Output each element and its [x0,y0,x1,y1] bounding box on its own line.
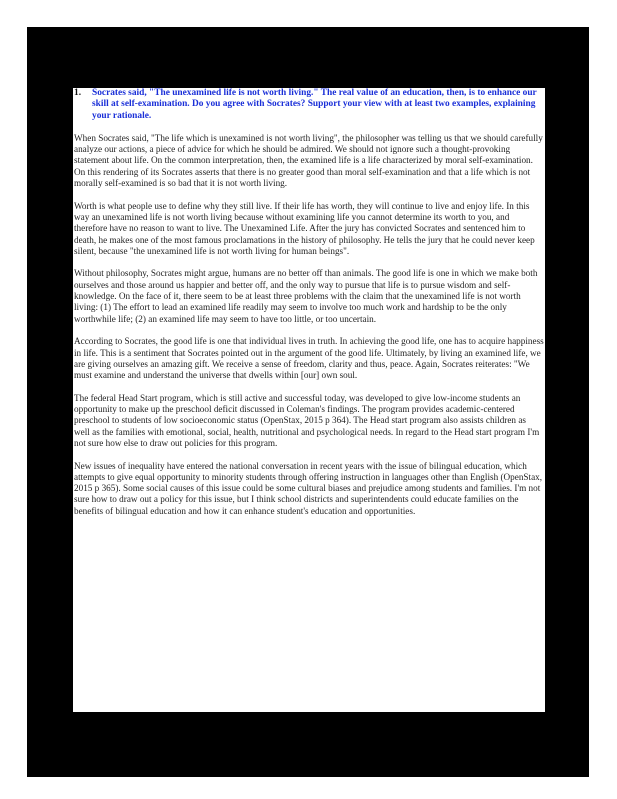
paragraph-6: New issues of inequality have entered the national conversation in recent years with the issue of bilingual education, which attempts to give equal opportunity to minority students through offering instruction in languages other than English (OpenStax, 2015 p 365). Some social causes of this issue could be some cultural biases and prejudice among students and families. I'm not sure how to draw out a policy for this issue, but I think school districts and superintendents could educate families on the benefits of bilingual education and how it can enhance student's education and opportunities. [74,460,543,516]
paragraph-2: Worth is what people use to define why they still live. If their life has worth, they will continue to live and enjoy life. In this way an unexamined life is not worth living because without examining life you cannot determine its worth to you, and therefore have no reason to want to live. The Unexamined Life. After the jury has convicted Socrates and sentenced him to death, he makes one of the most famous proclamations in the history of philosophy. He tells the jury that he could never keep silent, because "the unexamined life is not worth living for human beings". [74,200,535,256]
paragraph-5: The federal Head Start program, which is still active and successful today, was developed to give low-income students an opportunity to make up the preschool deficit discussed in Coleman's findings. The program provides academic-centered preschool to students of low socioeconomic status (OpenStax, 2015 p 364). The Head start program also assists children as well as the families with emotional, social, health, nutritional and psychological needs. In regard to the Head start program I'm not sure how else to draw out policies for this program. [74,392,540,448]
question-heading [74,88,544,122]
question-text: Socrates said, "The unexamined life is not worth living." The real value of an education, then, is to enhance our skill at self-examination. Do you agree with Socrates? Support your view with at least two examples, explaining your rationale. [92,88,537,121]
document-body [74,88,544,517]
document-content-area [73,88,545,712]
paragraph-4: According to Socrates, the good life is one that individual lives in truth. In achieving the good life, one has to acquire happiness in life. This is a sentiment that Socrates pointed out in the argument of the good life. Ultimately, by living an examined life, we are giving ourselves an amazing gift. We receive a sense of freedom, clarity and thus, peace. Again, Socrates reiterates: "We must examine and understand the universe that dwells within [our] own soul. [74,336,544,381]
paragraph-3: Without philosophy, Socrates might argue, humans are no better off than animals. The good life is one in which we make both ourselves and those around us happier and better off, and the only way to pursue that life is to pursue wisdom and self-knowledge. On the face of it, there seem to be at least three problems with the claim that the unexamined life is not worth living: (1) The effort to lead an examined life readily may seem to involve too much work and hardship to be the only worthwhile life; (2) an examined life may seem to have too little, or too uncertain. [74,268,538,324]
question-number: 1. [74,88,82,98]
paragraph-1: When Socrates said, "The life which is unexamined is not worth living", the philosopher was telling us that we should carefully analyze our actions, a piece of advice for which he should be admired. We should not ignore such a thought-provoking statement about life. On the common interpretation, then, the examined life is a life characterized by moral self-examination. On this rendering of its Socrates asserts that there is no greater good than moral self-examination and that a life which is not morally self-examined is so bad that it is not worth living. [74,132,543,189]
